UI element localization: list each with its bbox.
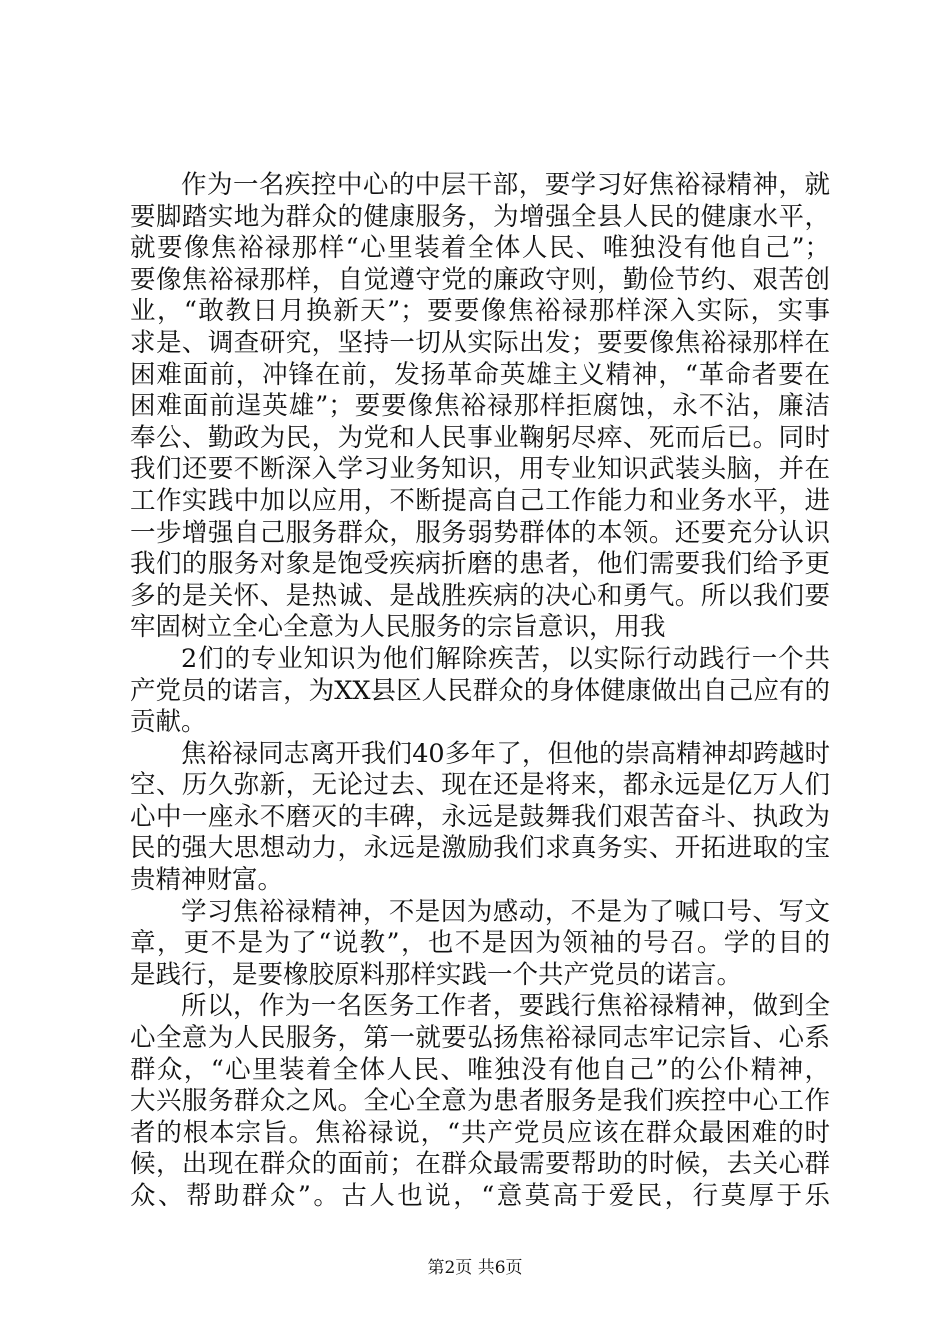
paragraph-line: 作为一名疾控中心的中层干部，要学习好焦裕禄精神，就 [181,170,830,200]
paragraph-line: 贵精神财富。 [130,865,284,896]
paragraph [130,739,830,897]
paragraph-line: 工作实践中加以应用，不断提高自己工作能力和业务水平，进 [130,485,830,516]
paragraph-line: 候，出现在群众的面前；在群众最需要帮助的时候，去关心群 [130,1149,830,1180]
paragraph-line: 心中一座永不磨灭的丰碑，永远是鼓舞我们艰苦奋斗、执政为 [130,801,830,832]
paragraph-line: 是践行，是要橡胶原料那样实践一个共产党员的诺言。 [130,959,743,990]
paragraph-line: 我们的服务对象是饱受疾病折磨的患者，他们需要我们给予更 [130,549,830,580]
paragraph-line: 产党员的诺言，为XX县区人民群众的身体健康做出自己应有的 [130,675,830,706]
paragraph-line: 众、帮助群众”。古人也说，“意莫高于爱民，行莫厚于乐 [130,1181,830,1211]
paragraph-line: 者的根本宗旨。焦裕禄说，“共产党员应该在群众最困难的时 [130,1117,830,1148]
paragraph-line: 业，“敢教日月换新天”；要要像焦裕禄那样深入实际，实事 [130,296,830,327]
paragraph-line: 牢固树立全心全意为人民服务的宗旨意识，用我 [130,612,666,643]
paragraph [130,991,830,1212]
paragraph-line: 多的是关怀、是热诚、是战胜疾病的决心和勇气。所以我们要 [130,580,830,611]
paragraph-line: 困难面前，冲锋在前，发扬革命英雄主义精神，“革命者要在 [130,359,830,390]
page-footer: 第2页 共6页 [427,1258,523,1278]
paragraph-line: 学习焦裕禄精神，不是因为感动，不是为了喊口号、写文 [181,896,830,927]
paragraph-line: 一步增强自己服务群众，服务弱势群体的本领。还要充分认识 [130,517,830,548]
paragraph-line: 求是、调查研究，坚持一切从实际出发；要要像焦裕禄那样在 [130,327,830,358]
paragraph-line: 我们还要不断深入学习业务知识，用专业知识武装头脑，并在 [130,454,830,485]
paragraph-line: 就要像焦裕禄那样“心里装着全体人民、唯独没有他自己”； [130,233,830,264]
paragraph-line: 贡献。 [130,707,207,738]
paragraph-line: 空、历久弥新，无论过去、现在还是将来，都永远是亿万人们 [130,770,830,801]
paragraph-line: 心全意为人民服务，第一就要弘扬焦裕禄同志牢记宗旨、心系 [130,1023,830,1054]
paragraph-line: 焦裕禄同志离开我们40多年了，但他的崇高精神却跨越时 [181,738,830,769]
paragraph-line: 奉公、勤政为民，为党和人民事业鞠躬尽瘁、死而后已。同时 [130,422,830,453]
paragraph-line: 大兴服务群众之风。全心全意为患者服务是我们疾控中心工作 [130,1086,830,1117]
paragraph-line: 章，更不是为了“说教”，也不是因为领袖的号召。学的目的 [130,928,830,959]
paragraph-line: 群众，“心里装着全体人民、唯独没有他自己”的公仆精神， [130,1054,830,1085]
paragraph-line: 困难面前逞英雄”；要要像焦裕禄那样拒腐蚀，永不沾，廉洁 [130,391,830,422]
document-body [130,170,830,1213]
paragraph [130,644,830,739]
paragraph-line: 要脚踏实地为群众的健康服务，为增强全县人民的健康水平， [130,201,830,232]
paragraph-line: 要像焦裕禄那样，自觉遵守党的廉政守则，勤俭节约、艰苦创 [130,264,830,295]
paragraph [130,170,830,644]
paragraph [130,897,830,992]
paragraph-line: 2们的专业知识为他们解除疾苦，以实际行动践行一个共 [181,643,830,674]
paragraph-line: 所以，作为一名医务工作者，要践行焦裕禄精神，做到全 [181,991,830,1022]
paragraph-line: 民的强大思想动力，永远是激励我们求真务实、开拓进取的宝 [130,833,830,864]
